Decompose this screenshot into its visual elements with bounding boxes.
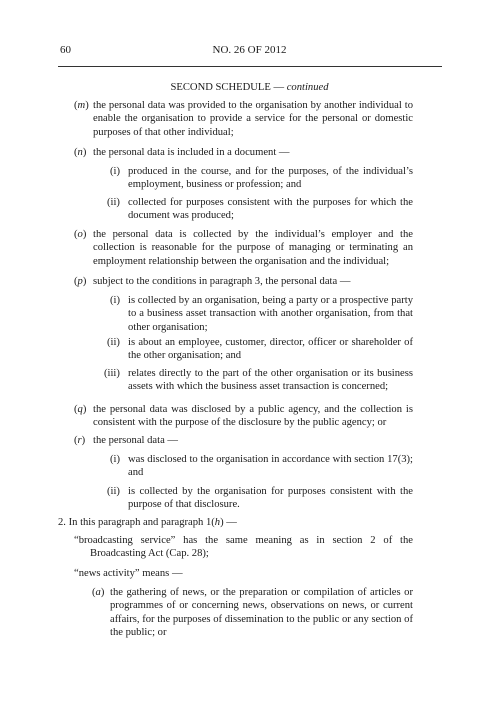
clause-p-ii-text: is about an employee, customer, director, officer or shareholder of the other organisation; and (128, 337, 413, 362)
clause-news-a-close: ) (100, 587, 105, 598)
clause-n-label (74, 146, 86, 159)
definition-news-activity (74, 567, 413, 580)
clause-q-open: ( (74, 404, 78, 415)
clause-p-iii (104, 367, 413, 394)
clause-n-ii (107, 196, 413, 223)
clause-p-letter: p (77, 276, 83, 287)
clause-q-text: the personal data was disclosed by a public agency, and the collection is consistent with the purpose of the disclosure by the public agency; or (93, 404, 413, 429)
schedule-dash: — (270, 82, 287, 93)
paragraph-2-post: ) — (220, 517, 237, 528)
schedule-heading (0, 81, 499, 94)
clause-o-text: the personal data is collected by the individual’s employer and the collection is reasonable for the purpose of managing or terminating an employment relationship between the organisation and the individual; (93, 229, 413, 267)
clause-p-open: ( (74, 276, 78, 287)
clause-r-ii-text: is collected by the organisation for purposes consistent with the purpose of that disclosure. (128, 486, 413, 511)
clause-p-close: ) (82, 276, 87, 287)
clause-n-ii-label: (ii) (107, 197, 120, 208)
clause-n (74, 146, 413, 159)
clause-news-a (92, 586, 413, 640)
clause-r (74, 434, 413, 447)
clause-r-ii-label: (ii) (107, 486, 120, 497)
clause-p-iii-text: relates directly to the part of the other organisation or its business assets with which the business asset transaction is concerned; (128, 368, 413, 393)
paragraph-2 (58, 516, 418, 529)
clause-news-a-label (92, 586, 104, 599)
clause-n-i-label: (i) (110, 166, 120, 177)
clause-n-open: ( (74, 147, 78, 158)
clause-r-letter: r (77, 435, 82, 446)
page-number: 60 (60, 44, 71, 56)
clause-p-i-text: is collected by an organisation, being a party or a prospective party to a business asset transaction with another organisation, from that other organisation; (128, 295, 413, 333)
clause-q-label (74, 403, 86, 416)
paragraph-2-letter: h (214, 517, 221, 528)
clause-p-label (74, 275, 86, 288)
clause-r-open: ( (74, 435, 78, 446)
schedule-title: SECOND SCHEDULE (170, 82, 271, 93)
paragraph-2-text (58, 516, 418, 529)
clause-news-a-open: ( (92, 587, 96, 598)
paragraph-2-pre: 2. In this paragraph and paragraph 1( (58, 517, 215, 528)
clause-q (74, 403, 413, 430)
clause-o-letter: o (77, 229, 83, 240)
clause-n-text: the personal data is included in a document — (93, 147, 290, 158)
clause-n-letter: n (77, 147, 83, 158)
clause-m-text: the personal data was provided to the organisation by another individual to enable the organisation to provide a service for the personal or domestic purposes of that other individual; (93, 100, 413, 138)
schedule-continued: continued (286, 82, 329, 93)
definition-broadcasting (74, 534, 413, 561)
definition-news-activity-text: “news activity” means — (74, 568, 183, 579)
clause-m-letter: m (77, 100, 86, 111)
clause-r-i-text: was disclosed to the organisation in accordance with section 17(3); and (128, 454, 413, 479)
definition-broadcasting-text: “broadcasting service” has the same meaning as in section 2 of the Broadcasting Act (Cap. 28); (74, 535, 413, 560)
clause-r-i (110, 453, 413, 480)
clause-m (74, 99, 413, 139)
header-rule (58, 66, 442, 67)
page-header-title: NO. 26 OF 2012 (212, 44, 287, 56)
clause-n-i (110, 165, 413, 192)
clause-r-label (74, 434, 85, 447)
clause-q-letter: q (77, 404, 83, 415)
clause-p-ii-label: (ii) (107, 337, 120, 348)
clause-news-a-letter: a (95, 587, 101, 598)
clause-q-close: ) (82, 404, 87, 415)
clause-news-a-text: the gathering of news, or the preparation or compilation of articles or programmes of or concerning news, observations on news, or current affairs, for the purposes of dissemination to the public or any section of the public; or (110, 587, 413, 639)
clause-m-close: ) (85, 100, 89, 111)
clause-p (74, 275, 413, 288)
clause-o-label (74, 228, 86, 241)
clause-n-ii-text: collected for purposes consistent with the purposes for which the document was produced; (128, 197, 413, 222)
clause-m-open: ( (74, 100, 78, 111)
clause-p-text: subject to the conditions in paragraph 3, the personal data — (93, 276, 351, 287)
clause-p-i (110, 294, 413, 334)
clause-r-text: the personal data — (93, 435, 179, 446)
clause-p-ii (107, 336, 413, 363)
clause-m-label (74, 99, 89, 112)
clause-r-close: ) (81, 435, 86, 446)
clause-o (74, 228, 413, 268)
clause-n-close: ) (82, 147, 87, 158)
clause-r-ii (107, 485, 413, 512)
clause-n-i-text: produced in the course, and for the purposes, of the individual’s employment, business or profession; and (128, 166, 413, 191)
clause-p-iii-label: (iii) (104, 368, 120, 379)
clause-o-open: ( (74, 229, 78, 240)
clause-o-close: ) (82, 229, 87, 240)
clause-r-i-label: (i) (110, 454, 120, 465)
clause-p-i-label: (i) (110, 295, 120, 306)
